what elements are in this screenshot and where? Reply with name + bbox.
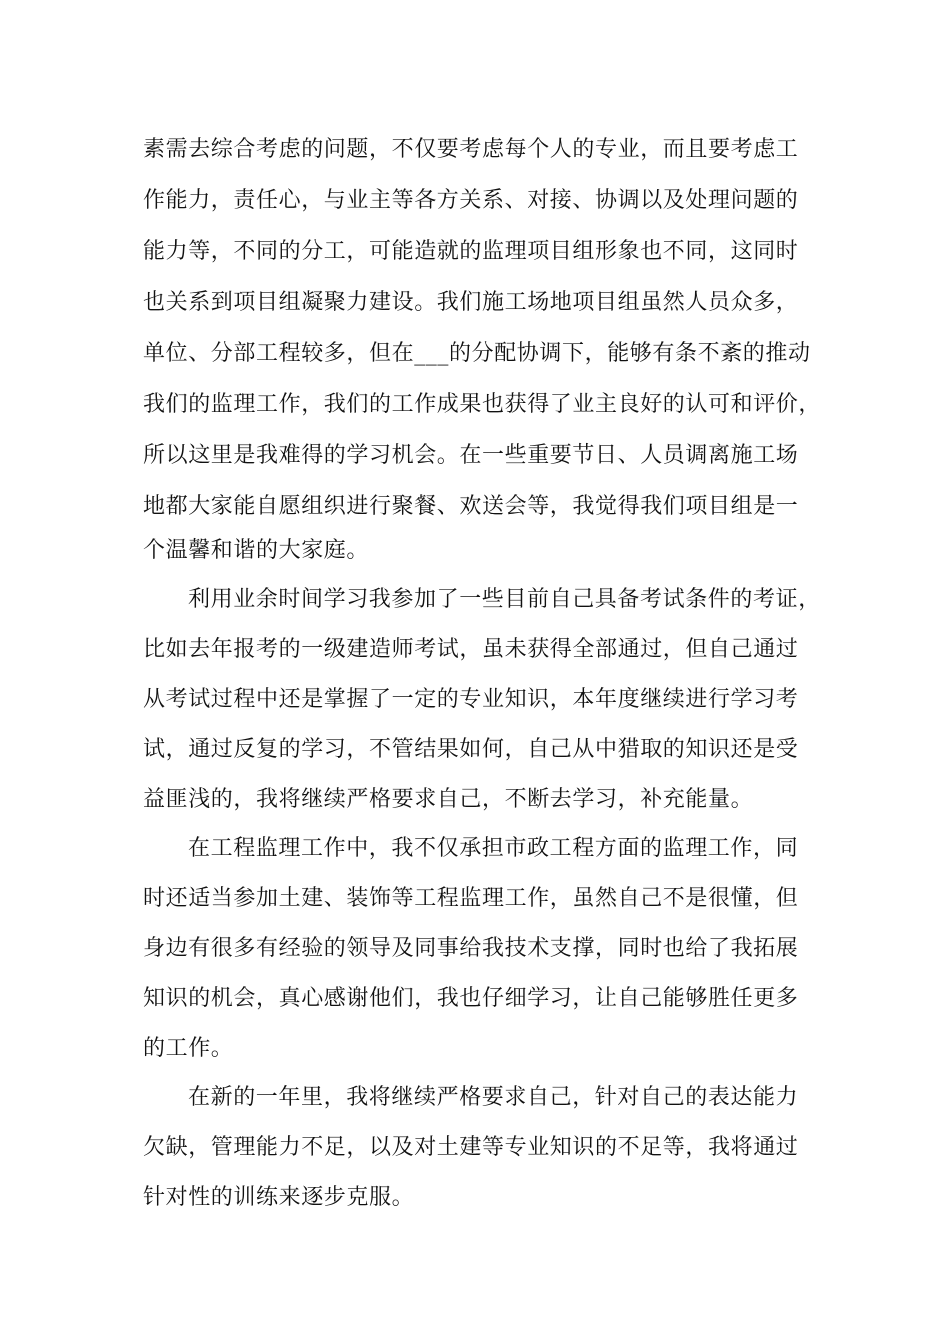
text-line: 的工作。 — [143, 1036, 234, 1061]
text-line: 试，通过反复的学习，不管结果如何，自己从中猎取的知识还是受 — [143, 737, 799, 762]
text-line: 所以这里是我难得的学习机会。在一些重要节日、人员调离施工场 — [143, 443, 799, 468]
text-line: 身边有很多有经验的领导及同事给我技术支撑，同时也给了我拓展 — [143, 936, 799, 961]
text-line: 地都大家能自愿组织进行聚餐、欢送会等，我觉得我们项目组是一 — [143, 494, 799, 519]
text-line: 我们的监理工作，我们的工作成果也获得了业主良好的认可和评价， — [143, 392, 822, 417]
text-line: 时还适当参加土建、装饰等工程监理工作，虽然自己不是很懂，但 — [143, 886, 799, 911]
paragraph-start-line: 利用业余时间学习我参加了一些目前自己具备考试条件的考证， — [188, 587, 821, 612]
paragraph-start-line: 在新的一年里，我将继续严格要求自己，针对自己的表达能力 — [188, 1085, 799, 1110]
paragraph-start-line: 在工程监理工作中，我不仅承担市政工程方面的监理工作，同 — [188, 836, 799, 861]
text-line: 比如去年报考的一级建造师考试，虽未获得全部通过，但自己通过 — [143, 637, 799, 662]
text-line: 欠缺，管理能力不足，以及对土建等专业知识的不足等，我将通过 — [143, 1135, 799, 1160]
text-line: 能力等，不同的分工，可能造就的监理项目组形象也不同，这同时 — [143, 239, 799, 264]
text-line: 个温馨和谐的大家庭。 — [143, 538, 370, 563]
text-line: 针对性的训练来逐步克服。 — [143, 1185, 415, 1210]
text-line: 益匪浅的，我将继续严格要求自己，不断去学习，补充能量。 — [143, 787, 754, 812]
text-line: 作能力，责任心，与业主等各方关系、对接、协调以及处理问题的 — [143, 188, 799, 213]
text-line: 知识的机会，真心感谢他们，我也仔细学习，让自己能够胜任更多 — [143, 986, 799, 1011]
text-line: 素需去综合考虑的问题，不仅要考虑每个人的专业，而且要考虑工 — [143, 137, 799, 162]
text-line: 也关系到项目组凝聚力建设。我们施工场地项目组虽然人员众多， — [143, 290, 799, 315]
text-line: 单位、分部工程较多，但在___的分配协调下，能够有条不紊的推动 — [143, 341, 811, 366]
text-line: 从考试过程中还是掌握了一定的专业知识，本年度继续进行学习考 — [143, 687, 799, 712]
